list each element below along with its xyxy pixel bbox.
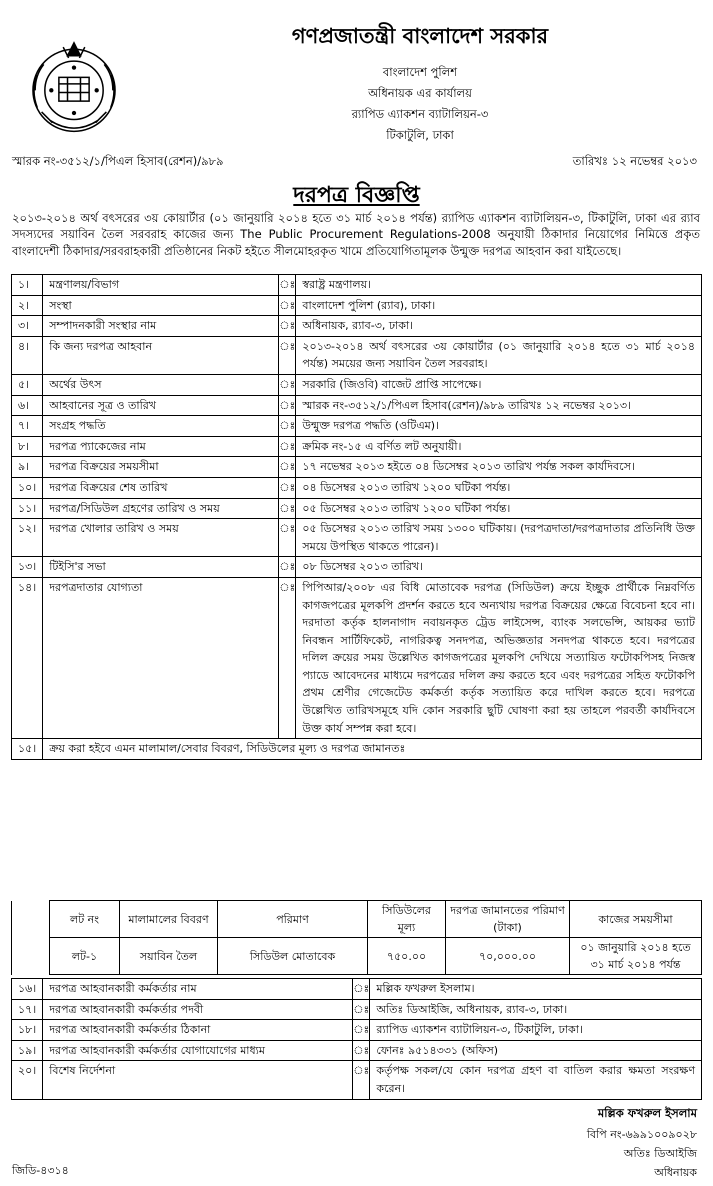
- row-number: ৫।: [12, 374, 43, 395]
- officer-details-table: [11, 978, 702, 1100]
- row-label: ক্রয় করা হইবে এমন মালামাল/সেবার বিবরণ, সিডিউলের মূল্য ও দরপত্র জামানতঃ: [43, 739, 702, 760]
- row-colon: ঃ: [279, 374, 296, 395]
- lot-cell: ৭৫০.০০: [368, 938, 446, 975]
- row-label: বিশেষ নির্দেশনা: [43, 1061, 353, 1099]
- row-value: ২০১৩-২০১৪ অর্থ বৎসরের ৩য় কোয়ার্টার (০১ জানুয়ারি ২০১৪ হতে ৩১ মার্চ ২০১৪ পর্যন্ত) সময়ের জন্য সয়াবিন তৈল সরবরাহ।: [296, 336, 702, 374]
- table-row: [12, 1040, 702, 1061]
- table-row: [12, 295, 702, 316]
- row-label: মন্ত্রণালয়/বিভাগ: [43, 275, 279, 296]
- battalion-line: র‌্যাপিড এ্যাকশন ব্যাটালিয়ন-৩: [351, 107, 489, 121]
- row-label: দরপত্র আহবানকারী কর্মকর্তার নাম: [43, 979, 353, 1000]
- row-label: দরপত্র আহবানকারী কর্মকর্তার ঠিকানা: [43, 1020, 353, 1041]
- row-number: ১৫।: [12, 739, 43, 760]
- row-number: ৪।: [12, 336, 43, 374]
- table-row: [12, 519, 702, 557]
- tender-details-table: [11, 274, 702, 760]
- row-number: ১৯।: [12, 1040, 43, 1061]
- memo-date: তারিখঃ ১২ নভেম্বর ২০১৩: [572, 154, 697, 168]
- row-number: ১৪।: [12, 577, 43, 738]
- department-line: বাংলাদেশ পুলিশ: [382, 65, 458, 79]
- table-row: [12, 739, 702, 760]
- row-value: পিপিআর/২০০৮ এর বিধি মোতাবেক দরপত্র (সিডিউল) ক্রয়ে ইচ্ছুক প্রার্থীকে নিম্নবর্ণিত কাগজপত্রের মূলকপি প্রদর্শন করতে হবে অন্যথায় দরপত্র বিক্রয়ের ক্ষেত্রে বিবেচনা হবে না। দরদাতা কর্তৃক হালনাগাদ নবায়নকৃত ট্রেড লাইসেন্স, ব্যাংক সলভেন্সি, আয়কর ভ্যাট নিবন্ধন সার্টিফিকেট, নাগরিকত্ব সনদপত্র, অভিজ্ঞতার সনদপত্র থাকতে হবে। দরপত্রের দলিল ক্রয়ের সময় উল্লেখিত কাগজপত্রের মূলকপি দেখিয়ে সত্যায়িত ফটোকপিসহ নিজস্ব প্যাডে আবেদনের মাধ্যমে দরপত্রের দলিল ক্রয় করতে হবে এবং দরপত্রের সহিত ফটোকপি প্রথম শ্রেণীর গেজেটেড কর্মকর্তা কর্তৃক সত্যায়িত করে দাখিল করতে হবে। দরপত্রে উল্লেখিত তারিখসমূহে যদি কোন সরকারি ছুটি ঘোষণা করা হয় তাহলে পরবর্তী কার্যদিবসে উক্ত কার্য সম্পন্ন করা হবে।: [296, 577, 702, 738]
- row-value: উন্মুক্ত দরপত্র পদ্ধতি (ওটিএম)।: [296, 416, 702, 437]
- gd-code: জিডি-৪৩১৪: [12, 1164, 69, 1177]
- row-colon: ঃ: [279, 395, 296, 416]
- row-number: ১১।: [12, 498, 43, 519]
- row-colon: ঃ: [353, 999, 370, 1020]
- table-row: [12, 416, 702, 437]
- row-value: ০৪ ডিসেম্বর ২০১৩ তারিখ ১২০০ ঘটিকা পর্যন্ত।: [296, 477, 702, 498]
- table-row: [12, 457, 702, 478]
- row-number: ৯।: [12, 457, 43, 478]
- table-row: [12, 557, 702, 578]
- row-number: ১০।: [12, 477, 43, 498]
- row-colon: ঃ: [353, 1040, 370, 1061]
- row-value: স্মারক নং-৩৫১২/১/পিএল হিসাব(রেশন)/৯৮৯ তারিখঃ ১২ নভেম্বর ২০১৩।: [296, 395, 702, 416]
- table-row: [12, 336, 702, 374]
- lot-row: [12, 938, 702, 975]
- row-label: টিইসি'র সভা: [43, 557, 279, 578]
- row-colon: ঃ: [279, 416, 296, 437]
- row-number: ১৬।: [12, 979, 43, 1000]
- table-row: [12, 1061, 702, 1099]
- row-label: আহবানের সূত্র ও তারিখ: [43, 395, 279, 416]
- row-value: বাংলাদেশ পুলিশ (র‌্যাব), ঢাকা।: [296, 295, 702, 316]
- row-colon: ঃ: [279, 436, 296, 457]
- table-row: [12, 577, 702, 738]
- row-colon: ঃ: [279, 295, 296, 316]
- row-value: কর্তৃপক্ষ সকল/যে কোন দরপত্র গ্রহণ বা বাতিল করার ক্ষমতা সংরক্ষণ করেন।: [370, 1061, 702, 1099]
- row-value: ১৭ নভেম্বর ২০১৩ হইতে ০৪ ডিসেম্বর ২০১৩ তারিখ পর্যন্ত সকল কার্যদিবসে।: [296, 457, 702, 478]
- lot-cell: সয়াবিন তৈল: [120, 938, 218, 975]
- table-row: [12, 436, 702, 457]
- row-colon: ঃ: [279, 519, 296, 557]
- row-label: কি জন্য দরপত্র আহবান: [43, 336, 279, 374]
- row-label: দরপত্র আহবানকারী কর্মকর্তার পদবী: [43, 999, 353, 1020]
- government-title: গণপ্রজাতন্ত্রী বাংলাদেশ সরকার: [291, 24, 549, 48]
- row-value: অতিঃ ডিআইজি, অধিনায়ক, র‌্যাব-৩, ঢাকা।: [370, 999, 702, 1020]
- row-value: স্বরাষ্ট্র মন্ত্রণালয়।: [296, 275, 702, 296]
- table-row: [12, 999, 702, 1020]
- row-number: ৭।: [12, 416, 43, 437]
- row-colon: ঃ: [279, 498, 296, 519]
- lot-table: [11, 900, 702, 975]
- row-colon: ঃ: [353, 979, 370, 1000]
- table-row: [12, 477, 702, 498]
- notice-heading: দরপত্র বিজ্ঞপ্তি: [293, 183, 420, 208]
- lot-header: দরপত্র জামানতের পরিমাণ (টাকা): [446, 901, 570, 938]
- row-label: দরপত্র প্যাকেজের নাম: [43, 436, 279, 457]
- row-number: ২।: [12, 295, 43, 316]
- row-colon: ঃ: [279, 336, 296, 374]
- lot-header: সিডিউলের মূল্য: [368, 901, 446, 938]
- row-number: ১।: [12, 275, 43, 296]
- signatory-rank: অতিঃ ডিআইজি: [623, 1147, 697, 1160]
- row-value: ০৮ ডিসেম্বর ২০১৩ তারিখ।: [296, 557, 702, 578]
- lot-header: পরিমাণ: [218, 901, 368, 938]
- row-number: ৬।: [12, 395, 43, 416]
- row-label: দরপত্র আহবানকারী কর্মকর্তার যোগাযোগের মাধ্যম: [43, 1040, 353, 1061]
- row-value: ক্রমিক নং-১৫ এ বর্ণিত লট অনুযায়ী।: [296, 436, 702, 457]
- row-number: ১৭।: [12, 999, 43, 1020]
- row-value: মল্লিক ফখরুল ইসলাম।: [370, 979, 702, 1000]
- row-value: সরকারি (জিওবি) বাজেট প্রাপ্তি সাপেক্ষে।: [296, 374, 702, 395]
- row-label: দরপত্রদাতার যোগ্যতা: [43, 577, 279, 738]
- row-label: সম্পাদনকারী সংস্থার নাম: [43, 316, 279, 337]
- table-row: [12, 1020, 702, 1041]
- row-value: ০৫ ডিসেম্বর ২০১৩ তারিখ সময় ১৩০০ ঘটিকায়। (দরপত্রদাতা/দরপত্রদাতার প্রতিনিধি উক্ত সময়ে উপস্থিত থাকতে পারেন)।: [296, 519, 702, 557]
- row-colon: ঃ: [279, 457, 296, 478]
- lot-header: লট নং: [50, 901, 120, 938]
- table-row: [12, 395, 702, 416]
- intro-paragraph: ২০১৩-২০১৪ অর্থ বৎসরের ৩য় কোয়ার্টার (০১ জানুয়ারি ২০১৪ হতে ৩১ মার্চ ২০১৪ পর্যন্ত) র‌্যাপিড এ্যাকশন ব্যাটালিয়ন-৩, টিকাটুলি, ঢাকা এর র‌্যাব সদস্যদের সয়াবিন তৈল সরবরাহ কাজের জন্য The Public Procurement Regulations-2008 অনুযায়ী ঠিকাদার নিয়োগের নিমিত্তে প্রকৃত বাংলাদেশী ঠিকাদার/সরবরাহকারী প্রতিষ্ঠানের নিকট হইতে সীলমোহরকৃত খামে প্রতিযোগিতামূলক উন্মুক্ত দরপত্র আহবান করা যাইতেছে।: [12, 211, 700, 258]
- table-row: [12, 374, 702, 395]
- row-number: ১২।: [12, 519, 43, 557]
- row-colon: ঃ: [279, 557, 296, 578]
- row-number: ৩।: [12, 316, 43, 337]
- row-number: ৮।: [12, 436, 43, 457]
- lot-header-row: [12, 901, 702, 938]
- row-label: দরপত্র খোলার তারিখ ও সময়: [43, 519, 279, 557]
- lot-cell: সিডিউল মোতাবেক: [218, 938, 368, 975]
- row-label: দরপত্র বিক্রয়ের সময়সীমা: [43, 457, 279, 478]
- lot-cell: ৭০,০০০.০০: [446, 938, 570, 975]
- table-row: [12, 979, 702, 1000]
- lot-spacer: [12, 901, 50, 975]
- signatory-designation: অধিনায়ক: [654, 1166, 697, 1179]
- row-colon: ঃ: [353, 1061, 370, 1099]
- row-value: র‌্যাপিড এ্যাকশন ব্যাটালিয়ন-৩, টিকাটুলি, ঢাকা।: [370, 1020, 702, 1041]
- table-row: [12, 316, 702, 337]
- memo-reference: স্মারক নং-৩৫১২/১/পিএল হিসাব(রেশন)/৯৮৯: [12, 154, 224, 168]
- row-number: ১৮।: [12, 1020, 43, 1041]
- lot-header: মালামালের বিবরণ: [120, 901, 218, 938]
- office-line: অধিনায়ক এর কার্যালয়: [368, 86, 472, 100]
- table-row: [12, 498, 702, 519]
- row-number: ২০।: [12, 1061, 43, 1099]
- row-colon: ঃ: [353, 1020, 370, 1041]
- lot-cell: লট-১: [50, 938, 120, 975]
- row-label: সংগ্রহ পদ্ধতি: [43, 416, 279, 437]
- lot-header: কাজের সময়সীমা: [570, 901, 702, 938]
- row-label: দরপত্র/সিডিউল গ্রহণের তারিখ ও সময়: [43, 498, 279, 519]
- row-colon: ঃ: [279, 316, 296, 337]
- location-line: টিকাটুলি, ঢাকা: [386, 128, 454, 142]
- row-colon: ঃ: [279, 577, 296, 738]
- row-label: সংস্থা: [43, 295, 279, 316]
- signatory-bp-number: বিপি নং-৬৯৯১০০৯০২৮: [586, 1128, 697, 1141]
- row-colon: ঃ: [279, 477, 296, 498]
- signatory-name: মল্লিক ফখরুল ইসলাম: [597, 1106, 697, 1120]
- bangladesh-police-emblem-icon: [20, 32, 128, 140]
- lot-cell: ০১ জানুয়ারি ২০১৪ হতে ৩১ মার্চ ২০১৪ পর্যন্ত: [570, 938, 702, 975]
- row-label: অর্থের উৎস: [43, 374, 279, 395]
- row-value: ফোনঃ ৯৫১৪৩৩১ (অফিস): [370, 1040, 702, 1061]
- row-value: অধিনায়ক, র‌্যাব-৩, ঢাকা।: [296, 316, 702, 337]
- row-number: ১৩।: [12, 557, 43, 578]
- row-value: ০৫ ডিসেম্বর ২০১৩ তারিখ ১২০০ ঘটিকা পর্যন্ত।: [296, 498, 702, 519]
- row-label: দরপত্র বিক্রয়ের শেষ তারিখ: [43, 477, 279, 498]
- table-row: [12, 275, 702, 296]
- row-colon: ঃ: [279, 275, 296, 296]
